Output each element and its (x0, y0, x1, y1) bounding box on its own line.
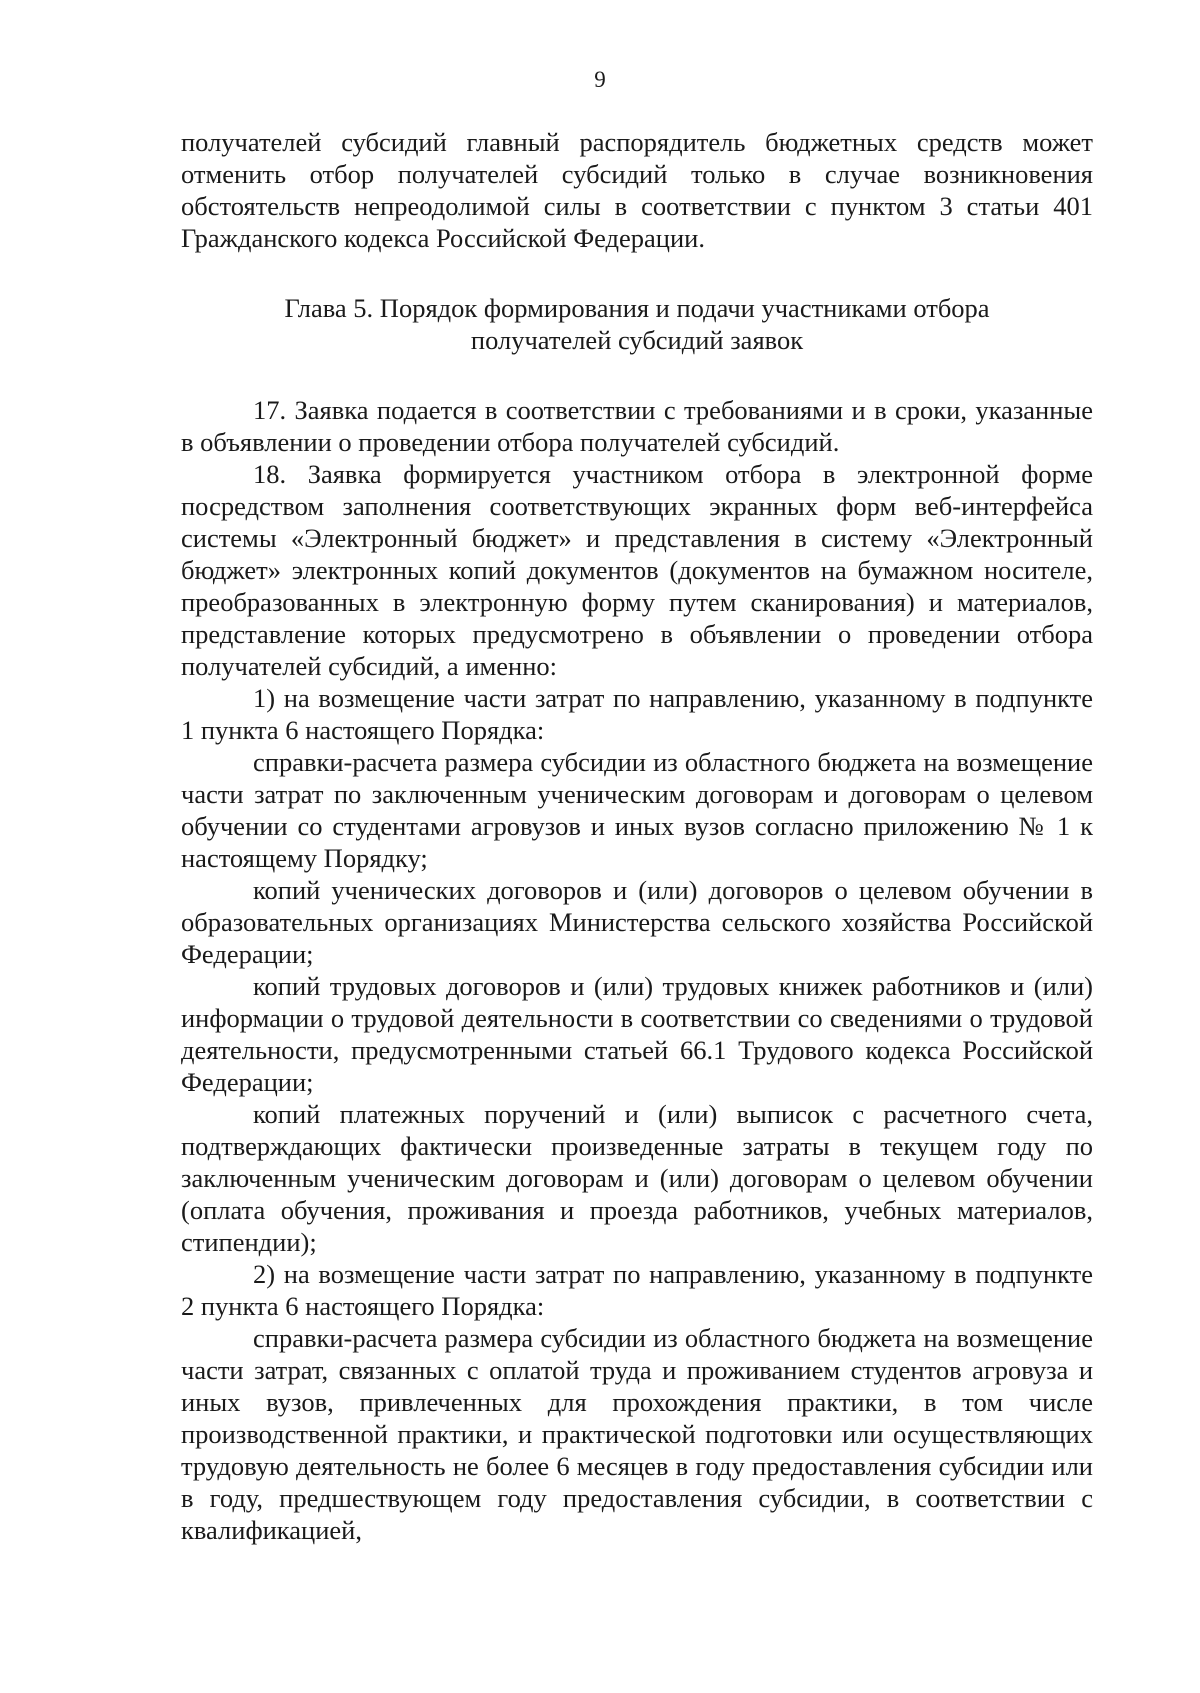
list-item-calculation-certificate-1: справки-расчета размера субсидии из областного бюджета на возмещение части затрат по заключенным ученическим договорам и договорам о целевом обучении со студентами агровузов и иных вузов согласно приложению № 1 к настоящему Порядку; (181, 747, 1093, 873)
chapter-heading-line-2: получателей субсидий заявок (470, 325, 804, 355)
opening-paragraph: получателей субсидий главный распорядитель бюджетных средств может отменить отбор получателей субсидий только в случае возникновения обстоятельств непреодолимой силы в соответствии с пунктом 3 статьи 401 Гражданского кодекса Российской Федерации. (181, 127, 1093, 253)
subitem-2: 2) на возмещение части затрат по направлению, указанному в подпункте 2 пункта 6 настоящего Порядка: (181, 1259, 1093, 1321)
paragraph-18: 18. Заявка формируется участником отбора в электронной форме посредством заполнения соответствующих экранных форм веб-интерфейса системы «Электронный бюджет» и представления в систему «Электронный бюджет» электронных копий документов (документов на бумажном носителе, преобразованных в электронную форму путем сканирования) и материалов, представление которых предусмотрено в объявлении о проведении отбора получателей субсидий, а именно: (181, 459, 1093, 681)
chapter-heading-line-1: Глава 5. Порядок формирования и подачи участниками отбора (284, 293, 990, 323)
subitem-1: 1) на возмещение части затрат по направлению, указанному в подпункте 1 пункта 6 настоящего Порядка: (181, 683, 1093, 745)
list-item-calculation-certificate-2: справки-расчета размера субсидии из областного бюджета на возмещение части затрат, связанных с оплатой труда и проживанием студентов агровуза и иных вузов, привлеченных для прохождения практики, в том числе производственной практики, и практической подготовки или осуществляющих трудовую деятельность не более 6 месяцев в году предоставления субсидии или в году, предшествующем году предоставления субсидии, в соответствии с квалификацией, (181, 1323, 1093, 1545)
list-item-student-contracts: копий ученических договоров и (или) договоров о целевом обучении в образовательных организациях Министерства сельского хозяйства Российской Федерации; (181, 875, 1093, 969)
list-item-payment-orders: копий платежных поручений и (или) выписок с расчетного счета, подтверждающих фактически произведенные затраты в текущем году по заключенным ученическим договорам и (или) договорам о целевом обучении (оплата обучения, проживания и проезда работников, учебных материалов, стипендии); (181, 1099, 1093, 1257)
document-body (181, 126, 1093, 1546)
paragraph-17: 17. Заявка подается в соответствии с требованиями и в сроки, указанные в объявлении о проведении отбора получателей субсидий. (181, 395, 1093, 457)
page-number: 9 (594, 67, 606, 92)
chapter-heading (181, 292, 1093, 356)
list-item-labor-contracts: копий трудовых договоров и (или) трудовых книжек работников и (или) информации о трудовой деятельности в соответствии со сведениями о трудовой деятельности, предусмотренными статьей 66.1 Трудового кодекса Российской Федерации; (181, 971, 1093, 1097)
